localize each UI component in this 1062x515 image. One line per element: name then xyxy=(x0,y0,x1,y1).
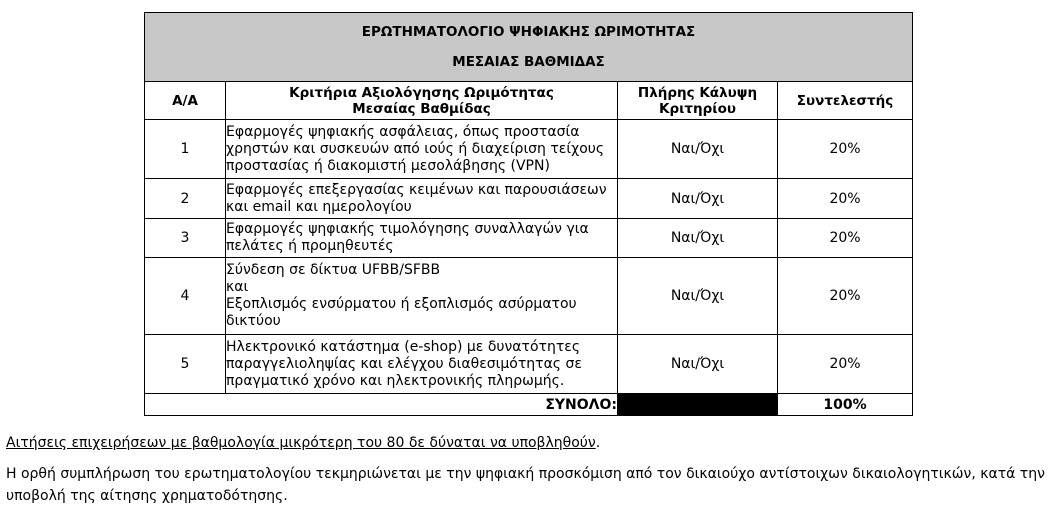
criterion-line: και xyxy=(226,279,249,295)
row-number: 5 xyxy=(145,335,226,394)
criterion-line: χρηστών και συσκευών από ιούς ή διαχείριση τείχους xyxy=(226,140,605,157)
total-row xyxy=(145,394,913,416)
criterion-line: Εξοπλισμός ενσύρματου ή εξοπλισμός ασύρματου xyxy=(226,296,577,312)
criterion-line: Εφαρμογές επεξεργασίας κειμένων και παρουσιάσεων xyxy=(226,181,607,198)
row-coefficient: 20% xyxy=(778,258,913,335)
row-coefficient: 20% xyxy=(778,120,913,179)
criterion-line: Εφαρμογές ψηφιακής ασφάλειας, όπως προστασία xyxy=(226,123,580,140)
row-number: 2 xyxy=(145,179,226,219)
header-coverage xyxy=(618,82,778,120)
criterion-line: πελάτες ή προμηθευτές xyxy=(226,238,394,254)
table-row xyxy=(145,335,913,394)
row-criterion xyxy=(226,258,618,335)
table-row xyxy=(145,258,913,335)
maturity-questionnaire-table xyxy=(144,12,913,416)
table-row xyxy=(145,219,913,258)
table-row xyxy=(145,120,913,179)
criterion-line: προστασίας ή διακομιστή μεσολάβησης (VPN) xyxy=(226,157,550,174)
row-coefficient: 20% xyxy=(778,179,913,219)
header-criteria xyxy=(226,82,618,120)
row-number: 3 xyxy=(145,219,226,258)
header-aa: Α/Α xyxy=(145,82,226,120)
criterion-line: παραγγελιοληψίας και ελέγχου διαθεσιμότητας σε xyxy=(226,355,582,372)
note-minimum-score xyxy=(6,432,600,454)
row-coverage: Ναι/Όχι xyxy=(618,219,778,258)
row-criterion xyxy=(226,179,618,219)
header-coverage-line2: Κριτηρίου xyxy=(659,100,736,117)
header-criteria-line1: Κριτήρια Αξιολόγησης Ωριμότητας xyxy=(289,84,554,101)
row-coverage: Ναι/Όχι xyxy=(618,120,778,179)
criterion-line: Ηλεκτρονικό κατάστημα (e-shop) με δυνατότητες xyxy=(226,338,581,355)
row-number: 4 xyxy=(145,258,226,335)
row-criterion xyxy=(226,335,618,394)
header-criteria-line2: Μεσαίας Βαθμίδας xyxy=(352,100,491,117)
note-minimum-score-text: Αιτήσεις επιχειρήσεων με βαθμολογία μικρότερη του 80 δε δύναται να υποβληθούν xyxy=(6,435,596,451)
criterion-line: δικτύου xyxy=(226,313,281,329)
table-title xyxy=(145,13,913,82)
row-coefficient: 20% xyxy=(778,219,913,258)
table-title-row xyxy=(145,13,913,82)
total-value: 100% xyxy=(778,394,913,416)
row-coverage: Ναι/Όχι xyxy=(618,258,778,335)
header-row xyxy=(145,82,913,120)
header-coverage-line1: Πλήρης Κάλυψη xyxy=(637,84,758,101)
criterion-line: Σύνδεση σε δίκτυα UFBB/SFBB xyxy=(226,262,441,278)
table-title-line2: ΜΕΣΑΙΑΣ ΒΑΘΜΙΔΑΣ xyxy=(452,54,605,70)
note-minimum-score-period: . xyxy=(595,435,601,451)
row-number: 1 xyxy=(145,120,226,179)
row-coverage: Ναι/Όχι xyxy=(618,179,778,219)
table-title-line1: ΕΡΩΤΗΜΑΤΟΛΟΓΙΟ ΨΗΦΙΑΚΗΣ ΩΡΙΜΟΤΗΤΑΣ xyxy=(361,24,696,40)
table-row xyxy=(145,179,913,219)
note-documentation: Η ορθή συμπλήρωση του ερωτηματολογίου τεκμηριώνεται με την ψηφιακή προσκόμιση από τον δικαιούχο αντίστοιχων δικαιολογητικών, κατά την υποβολή της αίτησης χρηματοδότησης. xyxy=(6,466,1045,504)
header-coefficient: Συντελεστής xyxy=(778,82,913,120)
row-criterion xyxy=(226,219,618,258)
row-coverage: Ναι/Όχι xyxy=(618,335,778,394)
total-blacked-cell xyxy=(618,394,778,416)
row-criterion xyxy=(226,120,618,179)
row-coefficient: 20% xyxy=(778,335,913,394)
criterion-line: και email και ημερολογίου xyxy=(226,198,412,215)
criterion-line: Εφαρμογές ψηφιακής τιμολόγησης συναλλαγών για xyxy=(226,221,589,237)
criterion-line: πραγματικό χρόνο και ηλεκτρονικής πληρωμής. xyxy=(226,372,565,389)
total-label: ΣΥΝΟΛΟ: xyxy=(145,394,618,416)
